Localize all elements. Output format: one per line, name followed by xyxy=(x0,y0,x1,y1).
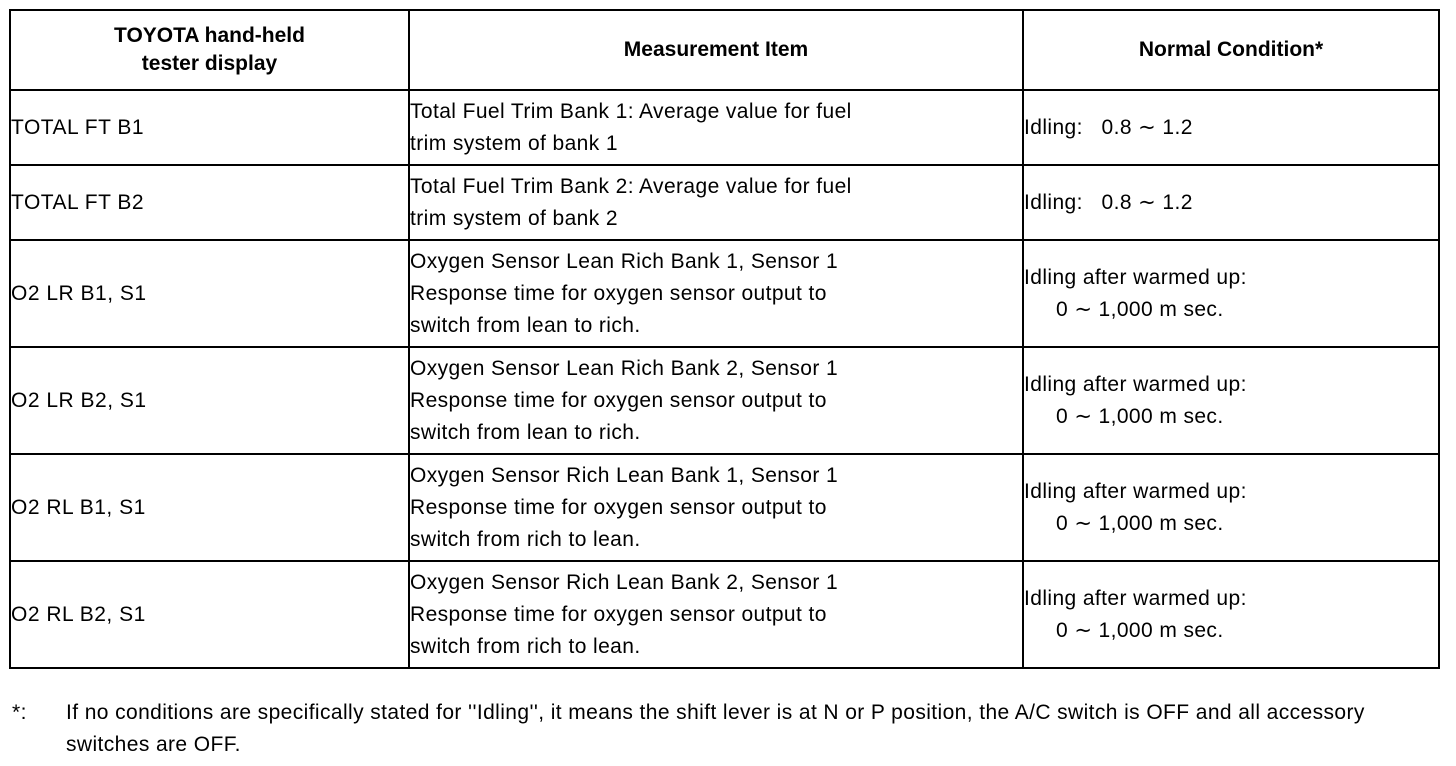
table-row xyxy=(10,561,1439,668)
header-tester-display: TOYOTA hand-held tester display xyxy=(10,10,409,90)
header-normal-condition: Normal Condition* xyxy=(1023,10,1439,90)
footnote xyxy=(12,697,1442,761)
table-row xyxy=(10,454,1439,561)
condition-text: Idling: 0.8 ∼ 1.2 xyxy=(1024,190,1193,214)
condition-text: Idling after warmed up: xyxy=(1024,372,1247,396)
condition-range: 0 ∼ 1,000 m sec. xyxy=(1056,618,1224,642)
table-row xyxy=(10,240,1439,347)
condition-text: Idling: 0.8 ∼ 1.2 xyxy=(1024,115,1193,139)
footnote-text: If no conditions are specifically stated for ''Idling'', it means the shift lever is at N or P position, the A/C switch is OFF and all accessory switches are OFF. xyxy=(66,701,1365,756)
normal-condition-cell xyxy=(1023,90,1439,165)
table-row xyxy=(10,347,1439,454)
document xyxy=(9,9,1438,669)
measurement-item-text: Oxygen Sensor Rich Lean Bank 2, Sensor 1 Response time for oxygen sensor output to switch from rich to lean. xyxy=(410,570,839,658)
normal-condition-cell xyxy=(1023,347,1439,454)
condition-range: 0 ∼ 1,000 m sec. xyxy=(1056,511,1224,535)
measurement-item-text: Oxygen Sensor Lean Rich Bank 1, Sensor 1 Response time for oxygen sensor output to switch from lean to rich. xyxy=(410,249,839,337)
measurement-item-text: Oxygen Sensor Rich Lean Bank 1, Sensor 1 Response time for oxygen sensor output to switch from rich to lean. xyxy=(410,463,839,551)
tester-display-cell: TOTAL FT B2 xyxy=(10,165,409,240)
tester-display-cell: O2 RL B2, S1 xyxy=(10,561,409,668)
condition-range: 0 ∼ 1,000 m sec. xyxy=(1056,297,1224,321)
measurement-item-cell xyxy=(409,347,1023,454)
condition-text: Idling after warmed up: xyxy=(1024,265,1247,289)
tester-display-cell: O2 RL B1, S1 xyxy=(10,454,409,561)
table-row xyxy=(10,165,1439,240)
measurement-item-cell xyxy=(409,240,1023,347)
condition-range: 0 ∼ 1,000 m sec. xyxy=(1056,404,1224,428)
normal-condition-cell xyxy=(1023,561,1439,668)
tester-display-cell: O2 LR B2, S1 xyxy=(10,347,409,454)
normal-condition-cell xyxy=(1023,165,1439,240)
normal-condition-cell xyxy=(1023,454,1439,561)
measurement-item-cell xyxy=(409,165,1023,240)
footnote-mark: *: xyxy=(12,701,27,724)
measurement-item-text: Total Fuel Trim Bank 2: Average value for fuel trim system of bank 2 xyxy=(410,174,852,230)
spec-table xyxy=(9,9,1440,669)
measurement-item-cell xyxy=(409,90,1023,165)
measurement-item-cell xyxy=(409,454,1023,561)
tester-display-cell: O2 LR B1, S1 xyxy=(10,240,409,347)
condition-text: Idling after warmed up: xyxy=(1024,479,1247,503)
measurement-item-text: Total Fuel Trim Bank 1: Average value for fuel trim system of bank 1 xyxy=(410,99,852,155)
header-measurement-item: Measurement Item xyxy=(409,10,1023,90)
tester-display-cell: TOTAL FT B1 xyxy=(10,90,409,165)
normal-condition-cell xyxy=(1023,240,1439,347)
measurement-item-cell xyxy=(409,561,1023,668)
measurement-item-text: Oxygen Sensor Lean Rich Bank 2, Sensor 1 Response time for oxygen sensor output to switch from lean to rich. xyxy=(410,356,839,444)
table-header-row xyxy=(10,10,1439,90)
table-row xyxy=(10,90,1439,165)
condition-text: Idling after warmed up: xyxy=(1024,586,1247,610)
